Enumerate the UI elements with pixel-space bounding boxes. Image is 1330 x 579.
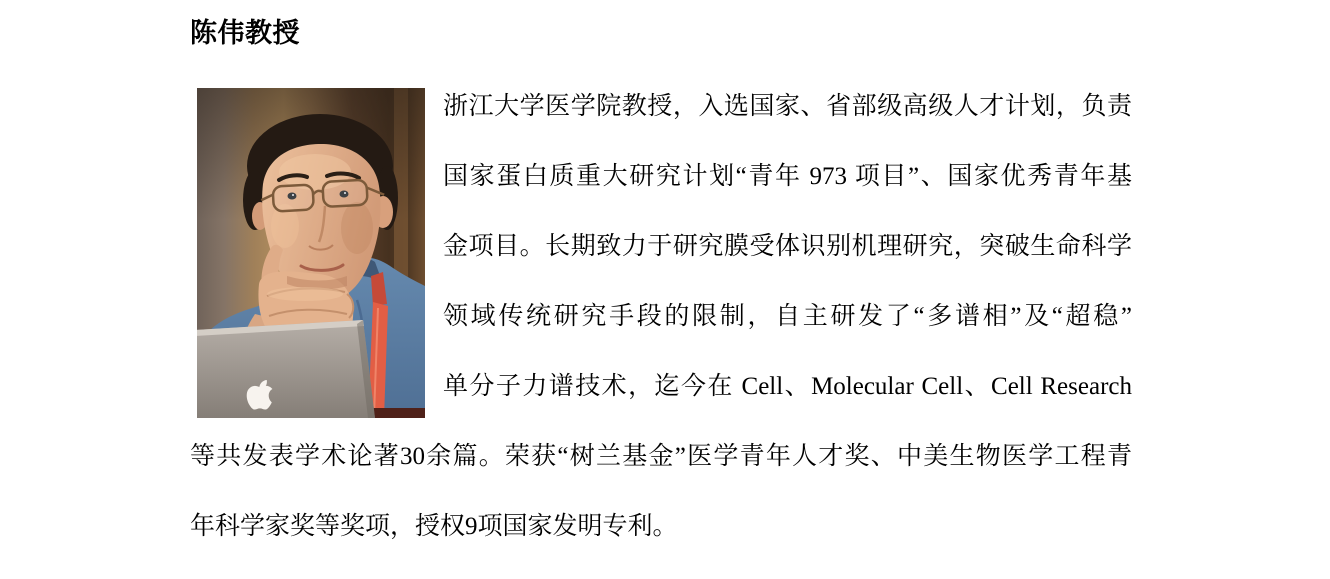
bio-paragraph-wrapped: [443, 72, 1132, 422]
bio-line: 领域传统研究手段的限制，自主研发了“多谱相”及“超稳”: [443, 303, 1132, 330]
professor-photo: [197, 88, 425, 418]
laptop: [197, 320, 375, 418]
bio-line: 等共发表学术论著30余篇。荣获“树兰基金”医学青年人才奖、中美生物医学工程青: [190, 443, 1132, 470]
page-title: 陈伟教授: [190, 18, 300, 48]
bio-line: 年科学家奖等奖项，授权9项国家发明专利。: [190, 513, 678, 540]
bio-paragraph-full: [190, 422, 1132, 562]
bio-line: 单分子力谱技术，迄今在 Cell、Molecular Cell、Cell Research: [443, 373, 1132, 400]
bio-line: 浙江大学医学院教授，入选国家、省部级高级人才计划，负责: [443, 93, 1132, 120]
bio-line: 金项目。长期致力于研究膜受体识别机理研究，突破生命科学: [443, 233, 1132, 260]
bio-line: 国家蛋白质重大研究计划“青年 973 项目”、国家优秀青年基: [443, 163, 1132, 190]
professor-photo-illustration: [197, 88, 425, 418]
